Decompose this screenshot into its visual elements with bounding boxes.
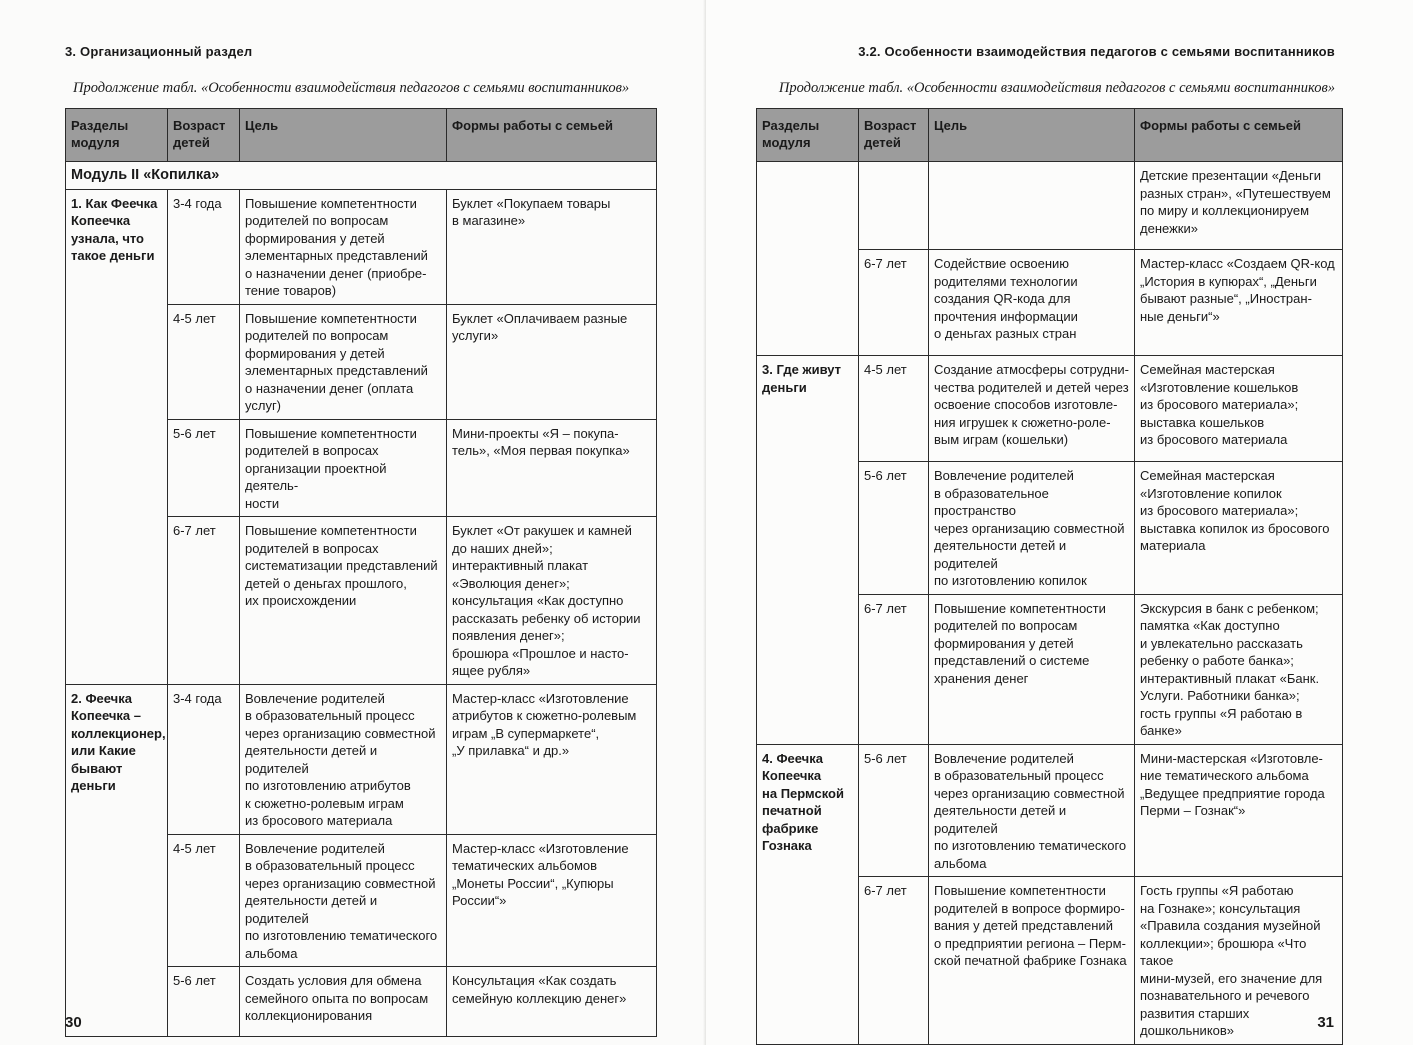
running-head: 3. Организационный раздел xyxy=(65,44,253,59)
forms-cell: Экскурсия в банк с ребенком; памятка «Как доступно и увлекательно рассказать ребенку о работе банка»; интерактивный плакат «Банк. Услуги. Работники банка»; гость группы «Я работаю в банке» xyxy=(1135,594,1343,744)
goal-cell xyxy=(929,162,1135,250)
table-header-row xyxy=(757,109,1343,162)
header-age: Возраст детей xyxy=(859,109,929,162)
header-goal: Цель xyxy=(240,109,447,162)
forms-cell: Буклет «От ракушек и камней до наших дней»; интерактивный плакат «Эволюция денег»; консультация «Как доступно рассказать ребенку об истории появления денег»; брошюра «Прошлое и насто- ящее рубля» xyxy=(447,517,657,685)
table-header-row xyxy=(66,109,657,162)
topic-cell: 1. Как Феечка Копеечка узнала, что такое деньги xyxy=(66,189,168,684)
age-cell: 6-7 лет xyxy=(859,594,929,744)
goal-cell: Повышение компетентности родителей по вопросам формирования у детей элементарных представлений о назначении денег (приобре- тение товаров) xyxy=(240,189,447,304)
goal-cell: Вовлечение родителей в образовательное пространство через организацию совместной деятельности детей и родителей по изготовлению копилок xyxy=(929,462,1135,595)
header-section: Разделы модуля xyxy=(66,109,168,162)
age-cell: 5-6 лет xyxy=(168,419,240,517)
forms-cell: Мини-мастерская «Изготовле- ние тематического альбома „Ведущее предприятие города Перми – Гознак“» xyxy=(1135,744,1343,877)
age-cell: 5-6 лет xyxy=(859,462,929,595)
header-age: Возраст детей xyxy=(168,109,240,162)
goal-cell: Содействие освоению родителями технологии создания QR-кода для прочтения информации о деньгах разных стран xyxy=(929,250,1135,356)
forms-cell: Семейная мастерская «Изготовление копилок из бросового материала»; выставка копилок из бросового материала xyxy=(1135,462,1343,595)
goal-cell: Создать условия для обмена семейного опыта по вопросам коллекционирования xyxy=(240,967,447,1037)
family-interaction-table xyxy=(65,108,657,1037)
forms-cell: Буклет «Покупаем товары в магазине» xyxy=(447,189,657,304)
header-goal: Цель xyxy=(929,109,1135,162)
goal-cell: Повышение компетентности родителей в вопросах организации проектной деятель- ности xyxy=(240,419,447,517)
page-number: 31 xyxy=(1317,1014,1334,1031)
header-forms: Формы работы с семьей xyxy=(447,109,657,162)
table-caption: Продолжение табл. «Особенности взаимодействия педагогов с семьями воспитанников» xyxy=(778,80,1335,96)
table-row xyxy=(757,744,1343,877)
family-interaction-table xyxy=(756,108,1343,1045)
goal-cell: Повышение компетентности родителей по вопросам формирования у детей элементарных представлений о назначении денег (оплата услуг) xyxy=(240,304,447,419)
age-cell: 4-5 лет xyxy=(859,356,929,462)
header-section: Разделы модуля xyxy=(757,109,859,162)
goal-cell: Вовлечение родителей в образовательный процесс через организацию совместной деятельности детей и родителей по изготовлению тематического альбома xyxy=(240,834,447,967)
table-row xyxy=(757,356,1343,462)
table-caption: Продолжение табл. «Особенности взаимодействия педагогов с семьями воспитанников» xyxy=(73,80,630,96)
age-cell: 4-5 лет xyxy=(168,834,240,967)
goal-cell: Повышение компетентности родителей в вопросе формиро- вания у детей представлений о предприятии региона – Перм- ской печатной фабрике Гознака xyxy=(929,877,1135,1045)
forms-cell: Буклет «Оплачиваем разные услуги» xyxy=(447,304,657,419)
goal-cell: Вовлечение родителей в образовательный процесс через организацию совместной деятельности детей и родителей по изготовлению тематического альбома xyxy=(929,744,1135,877)
age-cell: 3-4 года xyxy=(168,189,240,304)
table-row xyxy=(66,189,657,304)
forms-cell: Мини-проекты «Я – покупа- тель», «Моя первая покупка» xyxy=(447,419,657,517)
goal-cell: Повышение компетентности родителей по вопросам формирования у детей представлений о системе хранения денег xyxy=(929,594,1135,744)
right-page xyxy=(706,0,1413,1045)
forms-cell: Мастер-класс «Изготовление атрибутов к сюжетно-ролевым играм „В супермаркете“, „У прилавка“ и др.» xyxy=(447,684,657,834)
module-title-row xyxy=(66,162,657,190)
page-number: 30 xyxy=(65,1014,82,1031)
forms-cell: Детские презентации «Деньги разных стран», «Путешествуем по миру и коллекционируем денежки» xyxy=(1135,162,1343,250)
header-forms: Формы работы с семьей xyxy=(1135,109,1343,162)
forms-cell: Мастер-класс «Создаем QR-код „История в купюрах“, „Деньги бывают разные“, „Иностран- ные деньги“» xyxy=(1135,250,1343,356)
topic-cell: 2. Феечка Копеечка – коллекционер, или Какие бывают деньги xyxy=(66,684,168,1037)
topic-cell: 3. Где живут деньги xyxy=(757,356,859,745)
forms-cell: Семейная мастерская «Изготовление кошельков из бросового материала»; выставка кошельков из бросового материала xyxy=(1135,356,1343,462)
topic-cell xyxy=(757,162,859,356)
age-cell: 3-4 года xyxy=(168,684,240,834)
forms-cell: Консультация «Как создать семейную коллекцию денег» xyxy=(447,967,657,1037)
age-cell: 6-7 лет xyxy=(859,877,929,1045)
age-cell: 6-7 лет xyxy=(168,517,240,685)
running-head: 3.2. Особенности взаимодействия педагогов с семьями воспитанников xyxy=(858,44,1335,59)
goal-cell: Создание атмосферы сотрудни- чества родителей и детей через освоение способов изготовле- ния игрушек к сюжетно-роле- вым играм (кошельки) xyxy=(929,356,1135,462)
table-row xyxy=(66,684,657,834)
forms-cell: Гость группы «Я работаю на Гознаке»; консультация «Правила создания музейной коллекции»; брошюра «Что такое мини-музей, его значение для познавательного и речевого развития старших дошкольников» xyxy=(1135,877,1343,1045)
left-page xyxy=(0,0,706,1045)
age-cell: 4-5 лет xyxy=(168,304,240,419)
goal-cell: Вовлечение родителей в образовательный процесс через организацию совместной деятельности детей и родителей по изготовлению атрибутов к сюжетно-ролевым играм из бросового материала xyxy=(240,684,447,834)
goal-cell: Повышение компетентности родителей в вопросах систематизации представлений детей о деньгах прошлого, их происхождении xyxy=(240,517,447,685)
age-cell: 5-6 лет xyxy=(168,967,240,1037)
module-title: Модуль II «Копилка» xyxy=(66,162,657,190)
age-cell: 5-6 лет xyxy=(859,744,929,877)
table-row xyxy=(757,162,1343,250)
age-cell xyxy=(859,162,929,250)
forms-cell: Мастер-класс «Изготовление тематических альбомов „Монеты России“, „Купюры России“» xyxy=(447,834,657,967)
topic-cell: 4. Феечка Копеечка на Пермской печатной фабрике Гознака xyxy=(757,744,859,1044)
age-cell: 6-7 лет xyxy=(859,250,929,356)
